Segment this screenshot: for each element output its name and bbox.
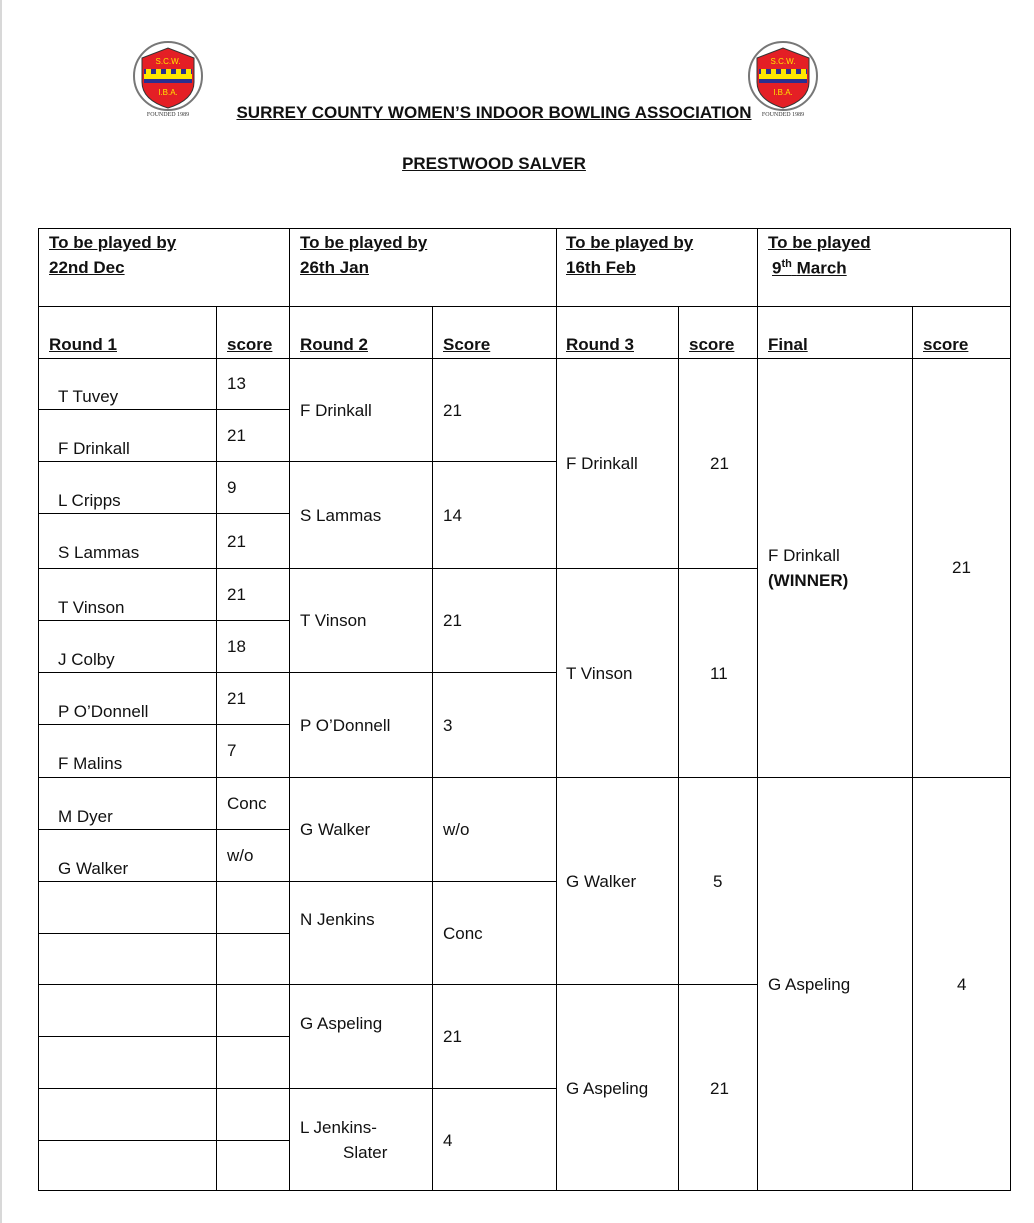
round1-deadline-line2: 22nd Dec [49, 258, 125, 277]
round3-score: 11 [710, 664, 728, 683]
round2-player: T Vinson [300, 611, 367, 630]
draw-sheet [38, 228, 1011, 1191]
round2-score: 21 [443, 401, 462, 420]
round3-deadline-line1: To be played by [566, 233, 694, 252]
grid-line [39, 461, 289, 462]
winner-label: (WINNER) [768, 571, 849, 590]
round2-player: P O’Donnell [300, 716, 391, 735]
grid-line [289, 229, 290, 1190]
round3-score: 21 [710, 454, 729, 473]
grid-line [39, 881, 289, 882]
round2-score: 3 [443, 716, 453, 735]
round2-score: 21 [443, 1027, 462, 1046]
grid-line [39, 513, 289, 514]
round2-header: Round 2 [300, 335, 368, 354]
grid-line [289, 461, 556, 462]
round1-player: J Colby [58, 650, 115, 669]
grid-line [556, 984, 757, 985]
grid-line [556, 568, 757, 569]
grid-line [289, 777, 556, 778]
logo-bottom-letters: I.B.A. [773, 88, 793, 97]
grid-line [556, 777, 757, 778]
round1-player: F Malins [58, 754, 123, 773]
round1-score: 21 [227, 426, 246, 445]
round1-header: Round 1 [49, 335, 117, 354]
grid-line [678, 306, 679, 1190]
round1-player: T Vinson [58, 598, 125, 617]
round3-score: 5 [713, 872, 723, 891]
round3-player: F Drinkall [566, 454, 638, 473]
round2-player: N Jenkins [300, 910, 375, 929]
association-title: SURREY COUNTY WOMEN’S INDOOR BOWLING ASSOCIATION [236, 103, 752, 122]
round2-score: 14 [443, 506, 462, 525]
round1-player: G Walker [58, 859, 129, 878]
grid-line [39, 620, 289, 621]
round1-score: 21 [227, 585, 246, 604]
round2-player: G Walker [300, 820, 371, 839]
round1-score: 21 [227, 532, 246, 551]
grid-line [39, 933, 289, 934]
round1-score-header: score [227, 335, 273, 354]
round3-score: 21 [710, 1079, 729, 1098]
logo-founded: FOUNDED 1989 [146, 112, 190, 118]
round2-player-line1: L Jenkins- [300, 1118, 377, 1137]
round1-player: P O’Donnell [58, 702, 149, 721]
round1-score: 18 [227, 637, 246, 656]
round1-player: S Lammas [58, 543, 140, 562]
grid-line [432, 306, 433, 1190]
round2-deadline-line1: To be played by [300, 233, 428, 252]
round2-player: S Lammas [300, 506, 382, 525]
grid-line [39, 568, 289, 569]
grid-line [39, 358, 1010, 359]
grid-line [39, 1036, 289, 1037]
grid-line [757, 229, 758, 1190]
grid-line [757, 777, 1010, 778]
grid-line [289, 672, 556, 673]
round3-player: G Walker [566, 872, 637, 891]
grid-line [39, 724, 289, 725]
round3-player: G Aspeling [566, 1079, 649, 1098]
round3-score-header: score [689, 335, 735, 354]
round2-score: Conc [443, 924, 483, 943]
grid-line [216, 306, 217, 1190]
round2-player: G Aspeling [300, 1014, 383, 1033]
round1-score: 21 [227, 689, 246, 708]
round1-score: 13 [227, 374, 246, 393]
grid-line [289, 984, 556, 985]
round1-score: 9 [227, 478, 237, 497]
round1-deadline-line1: To be played by [49, 233, 177, 252]
round2-score: w/o [443, 820, 470, 839]
grid-line [912, 306, 913, 1190]
round2-player: F Drinkall [300, 401, 372, 420]
round3-header: Round 3 [566, 335, 634, 354]
round1-player: M Dyer [58, 807, 113, 826]
logo-top-letters: S.C.W. [770, 57, 796, 66]
final-score-header: score [923, 335, 969, 354]
round1-score: 7 [227, 741, 237, 760]
grid-line [39, 1088, 289, 1089]
round2-score: 4 [443, 1131, 453, 1150]
grid-line [289, 881, 556, 882]
logo-bottom-letters: I.B.A. [158, 88, 178, 97]
round1-score: w/o [227, 846, 254, 865]
round3-deadline-line2: 16th Feb [566, 258, 636, 277]
round1-player: F Drinkall [58, 439, 130, 458]
grid-line [556, 229, 557, 1190]
final-header: Final [768, 335, 808, 354]
final-score: 21 [952, 558, 971, 577]
grid-line [289, 568, 556, 569]
grid-line [39, 672, 289, 673]
grid-line [39, 984, 289, 985]
logo-founded: FOUNDED 1989 [761, 112, 805, 118]
grid-line [39, 777, 289, 778]
final-deadline-line1: To be played [768, 233, 871, 252]
round2-score-header: Score [443, 335, 491, 354]
final-score: 4 [957, 975, 967, 994]
final-player: F Drinkall [768, 546, 840, 565]
final-player: G Aspeling [768, 975, 851, 994]
grid-line [39, 829, 289, 830]
grid-line [39, 409, 289, 410]
logo-top-letters: S.C.W. [155, 57, 181, 66]
round2-score: 21 [443, 611, 462, 630]
grid-line [39, 306, 1010, 307]
page-edge [0, 0, 2, 1223]
round3-player: T Vinson [566, 664, 633, 683]
round1-player: L Cripps [58, 491, 121, 510]
grid-line [289, 1088, 556, 1089]
round2-deadline-line2: 26th Jan [300, 258, 369, 277]
final-deadline-line2: 9th March [772, 258, 847, 278]
competition-title: PRESTWOOD SALVER [402, 154, 586, 173]
grid-line [39, 1140, 289, 1141]
round2-player-line2: Slater [343, 1143, 388, 1162]
round1-score: Conc [227, 794, 267, 813]
round1-player: T Tuvey [58, 387, 119, 406]
